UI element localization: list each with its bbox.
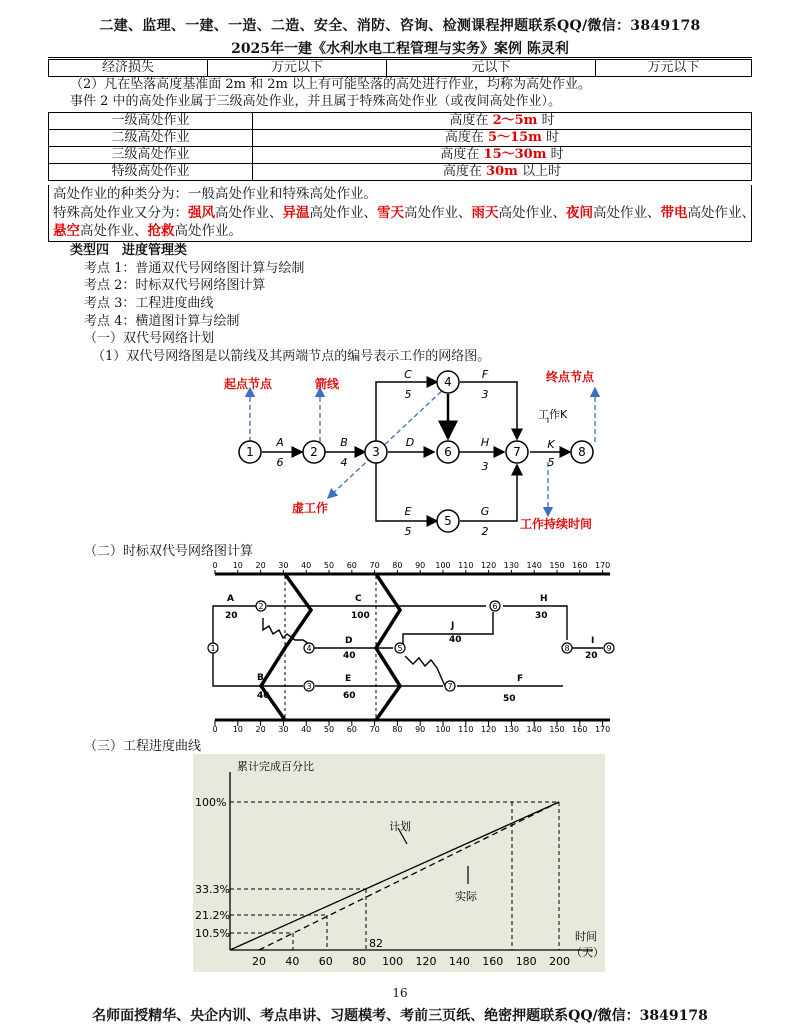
paragraph: （2）凡在坠落高度基准面 2m 和 2m 以上有可能坠落的高处进行作业，均称为高处作业。	[70, 77, 591, 92]
time-tick-label: 70	[369, 725, 380, 734]
activity-duration: 20	[225, 611, 238, 621]
node-label: 6	[492, 602, 498, 611]
time-tick-label: 0	[212, 725, 218, 734]
activity-duration: 20	[585, 651, 598, 661]
time-tick-label: 80	[392, 725, 403, 734]
kinds-text: 高处作业的种类分为：一般高处作业和特殊高处作业。	[53, 186, 377, 202]
time-tick-label: 100	[435, 725, 451, 734]
activity-label: A	[227, 594, 234, 604]
time-tick-label: 170	[594, 725, 611, 734]
subsection-heading: （二）时标双代号网络图计算	[84, 544, 254, 559]
time-tick-label: 130	[503, 725, 520, 734]
timescale-network	[205, 558, 625, 736]
activity-duration: 2	[481, 525, 489, 538]
time-tick-label: 60	[346, 725, 357, 734]
time-tick-label: 140	[526, 725, 542, 734]
activity-label: D	[405, 436, 415, 449]
time-tick-label: 160	[572, 725, 588, 734]
node-label: 7	[513, 445, 521, 459]
x-tick: 180	[515, 955, 537, 968]
network-diagram	[210, 366, 620, 540]
special-kinds-line1: 特殊高处作业又分为：强风高处作业、异温高处作业、雪天高处作业、雨天高处作业、夜间高处作业、带电高处作业、	[53, 205, 755, 221]
exam-point: 考点 3：工程进度曲线	[84, 296, 214, 311]
page-number: 16	[392, 986, 408, 1000]
table-row	[49, 147, 752, 164]
activity-label: H	[540, 594, 548, 604]
time-tick-label: 100	[435, 561, 451, 570]
activity-label: E	[345, 674, 352, 684]
activity-label: G	[480, 505, 490, 518]
activity-label: J	[451, 621, 455, 631]
actual-label: 实际	[455, 890, 477, 903]
y-tick: 21.2%	[195, 909, 230, 922]
activity-duration: 50	[503, 694, 516, 704]
duration-label: 工作持续时间	[520, 517, 593, 531]
special-kinds-line2: 悬空高处作业、抢救高处作业。	[53, 223, 242, 239]
node-label: 7	[447, 682, 453, 691]
x-axis-label: 时间	[575, 930, 597, 943]
start-node-label: 起点节点	[224, 377, 273, 391]
activity-duration: 4	[340, 456, 348, 469]
time-tick-label: 0	[212, 561, 218, 570]
activity-label: A	[276, 436, 284, 449]
node-label: 8	[578, 445, 586, 459]
plan-label: 计划	[389, 820, 411, 833]
activity-duration: 40	[343, 651, 356, 661]
node-label: 5	[444, 514, 452, 528]
activity-label: D	[345, 636, 353, 646]
time-tick-label: 40	[301, 561, 312, 570]
activity-label: K	[547, 438, 555, 451]
exam-point: 考点 2：时标双代号网络图计算	[84, 278, 266, 293]
level-name: 二级高处作业	[49, 130, 253, 147]
dummy-work-label: 虚工作	[292, 501, 329, 515]
time-tick-label: 160	[572, 561, 588, 570]
time-tick-label: 170	[594, 561, 611, 570]
level-name: 三级高处作业	[49, 147, 253, 164]
paragraph: 事件 2 中的高处作业属于三级高处作业，并且属于特殊高处作业（或夜间高处作业）。	[70, 94, 562, 109]
y-tick: 100%	[195, 796, 227, 809]
node-label: 2	[310, 445, 318, 459]
table-row	[49, 113, 752, 130]
x-tick: 80	[352, 955, 367, 968]
node-label: 2	[258, 602, 264, 611]
x-axis-unit: （天）	[571, 946, 604, 959]
node-label: 6	[444, 445, 452, 459]
time-tick-label: 140	[526, 561, 542, 570]
time-tick-label: 40	[301, 725, 312, 734]
time-tick-label: 150	[549, 561, 565, 570]
footer-contact: 名师面授精华、央企内训、考点串讲、习题模考、考前三页纸、绝密押题联系QQ/微信：3849178	[92, 1008, 708, 1024]
node-label: 3	[372, 445, 380, 459]
node-label: 3	[306, 682, 312, 691]
subsection-heading: （三）工程进度曲线	[84, 739, 202, 754]
activity-label: I	[591, 636, 595, 646]
time-tick-label: 50	[323, 561, 335, 570]
activity-label: C	[355, 594, 362, 604]
activity-label: C	[404, 368, 412, 381]
node-label: 9	[606, 644, 612, 653]
activity-duration: 40	[449, 635, 462, 645]
activity-duration: 60	[343, 691, 356, 701]
table-cell: 万元以下	[596, 60, 752, 77]
time-tick-label: 120	[480, 725, 497, 734]
special-work-box	[48, 185, 755, 242]
level-range: 高度在 2～5m 时	[253, 113, 752, 130]
activity-duration: 5	[404, 525, 412, 538]
time-tick-label: 10	[232, 725, 243, 734]
node-label: 1	[210, 644, 216, 653]
time-tick-label: 120	[480, 561, 497, 570]
node-label: 8	[564, 644, 570, 653]
activity-duration: 40	[257, 691, 270, 701]
activity-label: E	[404, 505, 412, 518]
time-tick-label: 80	[392, 561, 403, 570]
time-tick-label: 10	[232, 561, 243, 570]
activity-label: B	[257, 673, 264, 683]
time-tick-label: 70	[369, 561, 380, 570]
time-tick-label: 60	[346, 561, 357, 570]
height-level-table	[48, 112, 752, 181]
exam-point: 考点 1：普通双代号网络图计算与绘制	[84, 261, 305, 276]
level-range: 高度在 15～30m 时	[253, 147, 752, 164]
header-rule	[48, 57, 752, 58]
level-range: 高度在 5～15m 时	[253, 130, 752, 147]
node-label: 5	[397, 644, 403, 653]
table-row	[49, 130, 752, 147]
time-tick-label: 90	[415, 561, 426, 570]
header-contact: 二建、监理、一建、一造、二造、安全、消防、咨询、检测课程押题联系QQ/微信：3849178	[99, 18, 701, 34]
end-node-label: 终点节点	[546, 370, 595, 384]
activity-duration: 5	[547, 456, 555, 469]
loss-table	[48, 59, 752, 77]
activity-label: H	[480, 436, 490, 449]
x-tick: 140	[448, 955, 470, 968]
table-row	[49, 164, 752, 181]
subsection-heading: （一）双代号网络计划	[84, 331, 215, 346]
node-label: 1	[246, 445, 254, 459]
time-tick-label: 50	[323, 725, 335, 734]
exam-point: 考点 4：横道图计算与绘制	[84, 314, 240, 329]
level-range: 高度在 30m 以上时	[253, 164, 752, 181]
x-tick: 60	[318, 955, 333, 968]
activity-duration: 6	[276, 456, 284, 469]
time-tick-label: 110	[458, 561, 474, 570]
marker-label: 82	[369, 937, 383, 950]
node-label: 4	[306, 644, 312, 653]
activity-label: F	[481, 368, 489, 381]
level-name: 一级高处作业	[49, 113, 253, 130]
paragraph: （1）双代号网络图是以箭线及其两端节点的编号表示工作的网络图。	[92, 349, 491, 364]
y-tick: 10.5%	[195, 927, 230, 940]
y-axis-label: 累计完成百分比	[237, 760, 314, 773]
x-tick: 120	[415, 955, 437, 968]
arrow-label: 箭线	[315, 377, 340, 391]
activity-duration: 100	[351, 611, 370, 621]
level-name: 特级高处作业	[49, 164, 253, 181]
y-tick: 33.3%	[195, 883, 230, 896]
activity-duration: 30	[535, 611, 548, 621]
activity-label: B	[340, 436, 348, 449]
activity-duration: 3	[481, 388, 489, 401]
x-tick: 20	[252, 955, 266, 968]
time-tick-label: 110	[458, 725, 474, 734]
node-label: 4	[444, 375, 452, 389]
time-tick-label: 30	[278, 561, 289, 570]
time-tick-label: 130	[503, 561, 520, 570]
table-cell: 万元以下	[208, 60, 387, 77]
time-tick-label: 30	[278, 725, 289, 734]
x-tick: 40	[285, 955, 300, 968]
table-cell: 经济损失	[49, 60, 208, 77]
activity-duration: 3	[481, 460, 489, 473]
header-title: 2025年一建《水利水电工程管理与实务》案例 陈灵利	[231, 41, 569, 57]
x-tick: 100	[382, 955, 404, 968]
time-tick-label: 20	[255, 561, 266, 570]
time-tick-label: 90	[415, 725, 426, 734]
section-heading: 类型四 进度管理类	[70, 243, 188, 258]
activity-label: F	[517, 674, 524, 684]
x-tick: 160	[482, 955, 504, 968]
time-tick-label: 20	[255, 725, 266, 734]
progress-curve	[193, 754, 605, 972]
x-tick: 200	[549, 955, 571, 968]
table-cell: 元以下	[387, 60, 596, 77]
time-tick-label: 150	[549, 725, 565, 734]
activity-duration: 5	[404, 388, 412, 401]
work-k-label: 工作K	[538, 408, 568, 421]
table-row	[49, 60, 752, 77]
